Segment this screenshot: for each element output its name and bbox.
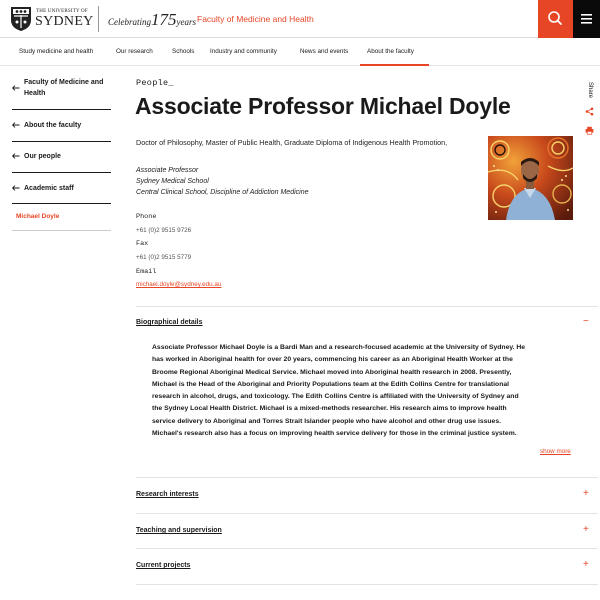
phone-label: Phone	[136, 213, 157, 221]
accordion-current-projects-header[interactable]: Current projects	[136, 562, 191, 569]
nav-schools[interactable]: Schools	[172, 48, 195, 55]
section-divider	[136, 306, 598, 307]
bio-line: research in alcohol, drugs, and toxicology. The Edith Collins Centre is affiliated with the University of Sydney and	[152, 393, 519, 400]
fax-label: Fax	[136, 240, 149, 248]
sidebar-current-page[interactable]: Michael Doyle	[16, 213, 60, 220]
bio-line: has worked in Aboriginal health for over 20 years, commencing his career as an Aboriginal Health Worker at the	[152, 356, 513, 364]
faculty-title-link[interactable]: Faculty of Medicine and Health	[197, 14, 314, 24]
roles	[136, 165, 471, 198]
email-label: Email	[136, 268, 157, 276]
bio-content	[152, 342, 572, 440]
arrow-left-icon	[12, 122, 20, 128]
role-discipline: Central Clinical School, Discipline of Addiction Medicine	[136, 189, 309, 196]
section-kicker: People_	[136, 78, 174, 88]
section-divider	[136, 548, 598, 549]
crest-icon	[10, 6, 32, 32]
menu-button[interactable]	[573, 0, 600, 38]
page-title: Associate Professor Michael Doyle	[135, 93, 511, 119]
university-logo[interactable]	[10, 6, 94, 32]
expand-icon[interactable]: +	[583, 488, 589, 499]
logo-line1: THE UNIVERSITY OF	[36, 9, 88, 14]
bio-line: Michael is the Head of the Aboriginal and Priority Populations team at the Edith Collins Centre for translational	[152, 380, 510, 388]
role-title: Associate Professor	[136, 167, 199, 174]
nav-our-research[interactable]: Our research	[116, 48, 153, 55]
bio-line: Broome Regional Aboriginal Medical Service. Michael moved into Aboriginal health research in 2008. Presently,	[152, 368, 512, 376]
bio-line: the Sydney Local Health District. Michael is a mixed-methods researcher. His research aims to improve health	[152, 405, 507, 413]
sidebar-link-faculty[interactable]	[12, 76, 111, 110]
search-icon	[538, 0, 573, 38]
sidebar-divider	[12, 230, 111, 231]
phone-value[interactable]: +61 (0)2 9515 9726	[136, 227, 192, 234]
sidebar-link-about[interactable]	[12, 110, 111, 142]
nav-news-events[interactable]: News and events	[300, 48, 349, 55]
profile-photo-image	[488, 136, 573, 220]
hamburger-menu-icon	[573, 0, 600, 38]
header-divider	[98, 6, 99, 32]
expand-icon[interactable]: +	[583, 524, 589, 535]
nav-industry-community[interactable]: Industry and community	[210, 48, 277, 55]
nav-about-faculty[interactable]: About the faculty	[367, 48, 414, 55]
qualifications: Doctor of Philosophy, Master of Public Health, Graduate Diploma of Indigenous Health Promotion,	[136, 138, 448, 147]
bio-line: Associate Professor Michael Doyle is a Bardi Man and a research-focused academic at the University of Sydney. He	[152, 344, 526, 351]
arrow-left-icon	[12, 153, 20, 159]
arrow-left-icon	[12, 185, 20, 191]
section-divider	[136, 513, 598, 514]
main-navigation	[0, 39, 600, 66]
nav-study-medicine[interactable]: Study medicine and health	[19, 48, 94, 55]
search-button[interactable]	[538, 0, 573, 38]
fax-value: +61 (0)2 9515 5779	[136, 254, 192, 261]
share-label: Share	[587, 82, 593, 99]
celebrating-suffix: years	[176, 17, 196, 27]
section-divider	[136, 477, 598, 478]
bio-line: Michael's research also has a focus on improving health service delivery for those in the criminal justice system.	[152, 429, 517, 437]
sidebar-link-people[interactable]	[12, 142, 111, 173]
accordion-teaching-header[interactable]: Teaching and supervision	[136, 527, 222, 534]
role-school: Sydney Medical School	[136, 178, 209, 185]
celebrating-number: 175	[151, 10, 177, 29]
accordion-research-interests-header[interactable]: Research interests	[136, 491, 199, 498]
profile-photo	[488, 136, 573, 220]
share-icon[interactable]	[585, 107, 594, 116]
arrow-left-icon	[12, 85, 20, 91]
bio-line: service delivery to Aboriginal and Torres Strait Islander people who have alcohol and other drug use issues.	[152, 417, 502, 425]
celebrating-175-badge	[108, 10, 196, 30]
email-link[interactable]: michael.doyle@sydney.edu.au	[136, 281, 222, 288]
sidebar-link-label: About the faculty	[24, 122, 82, 129]
sidebar-link-academic-staff[interactable]	[12, 173, 111, 204]
celebrating-prefix: Celebrating	[108, 17, 151, 27]
sidebar-link-label: Our people	[24, 153, 61, 160]
logo-line2: SYDNEY	[35, 14, 94, 29]
show-more-link[interactable]: show more	[540, 448, 571, 455]
print-icon[interactable]	[585, 126, 594, 135]
nav-active-indicator	[360, 64, 429, 66]
collapse-icon[interactable]: −	[583, 316, 589, 327]
site-header	[0, 0, 600, 38]
expand-icon[interactable]: +	[583, 559, 589, 570]
accordion-bio-header[interactable]: Biographical details	[136, 319, 203, 326]
sidebar-link-label: Faculty of Medicine and Health	[24, 79, 104, 97]
section-divider	[136, 584, 598, 585]
sidebar-link-label: Academic staff	[24, 185, 74, 192]
